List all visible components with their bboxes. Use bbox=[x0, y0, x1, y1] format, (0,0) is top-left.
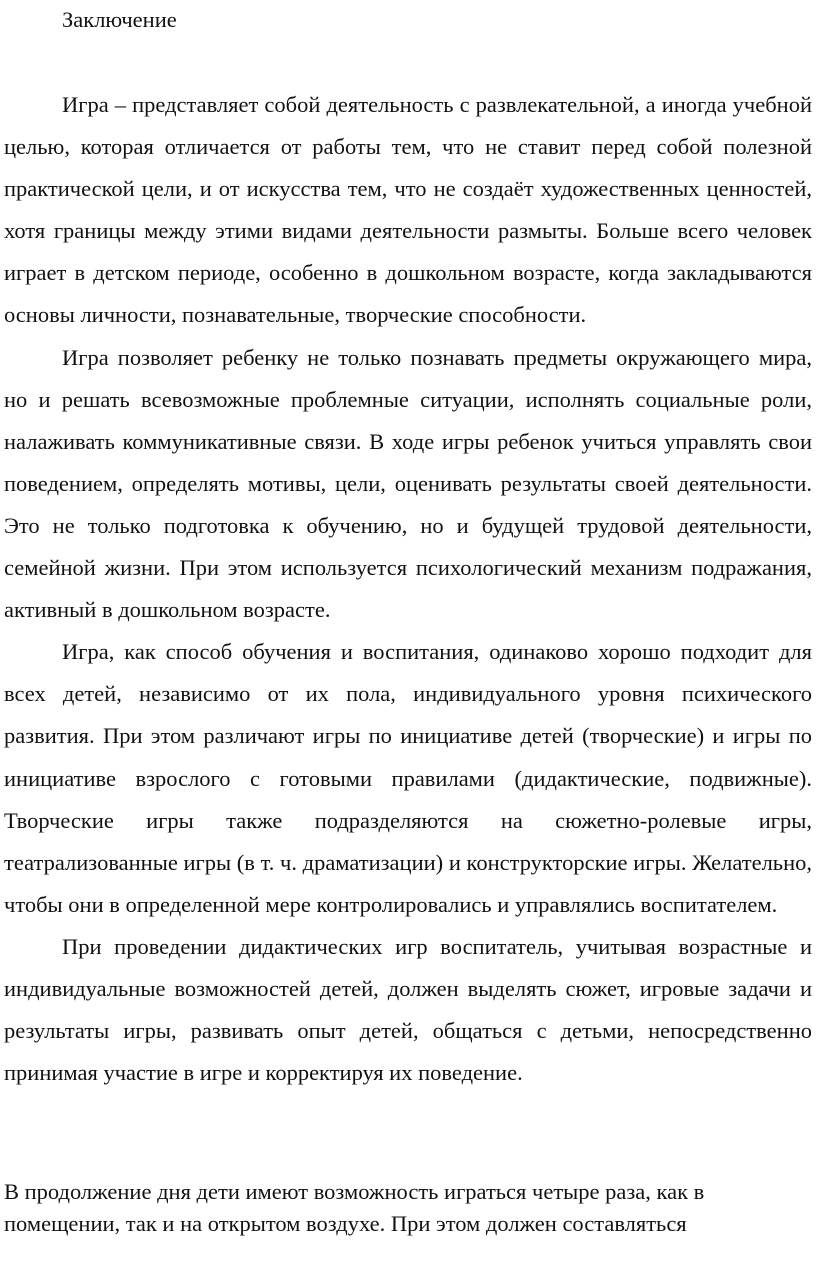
paragraph-3: Игра, как способ обучения и воспитания, одинаково хорошо подходит для всех детей, независимо от их пола, индивидуального уровня психического развития. При этом различают игры по инициативе детей (творческие) и игры по инициативе взрослого с готовыми правилами (дидактические, подвижные). Творческие игры также подразделяются на сюжетно-ролевые игры, театрализованные игры (в т. ч. драматизации) и конструкторские игры. Желательно, чтобы они в определенной мере контролировались и управлялись воспитателем. bbox=[4, 639, 812, 917]
paragraph-5: В продолжение дня дети имеют возможность играться четыре раза, как в помещении, так и на открытом воздухе. При этом должен составляться bbox=[4, 1179, 705, 1236]
paragraph-4: При проведении дидактических игр воспитатель, учитывая возрастные и индивидуальные возможностей детей, должен выделять сюжет, игровые задачи и результаты игры, развивать опыт детей, общаться с детьми, непосредственно принимая участие в игре и корректируя их поведение. bbox=[4, 933, 812, 1086]
document-body bbox=[4, 84, 812, 1094]
paragraph-1: Игра – представляет собой деятельность с развлекательной, а иногда учебной целью, которая отличается от работы тем, что не ставит перед собой полезной практической цели, и от искусства тем, что не создаёт художественных ценностей, хотя границы между этими видами деятельности размыты. Больше всего человек играет в детском периоде, особенно в дошкольном возрасте, когда закладываются основы личности, познавательные, творческие способности. bbox=[4, 92, 812, 328]
page-title: Заключение bbox=[62, 7, 177, 32]
paragraph-2: Игра позволяет ребенку не только познавать предметы окружающего мира, но и решать всевозможные проблемные ситуации, исполнять социальные роли, налаживать коммуникативные связи. В ходе игры ребенок учиться управлять свои поведением, определять мотивы, цели, оценивать результаты своей деятельности. Это не только подготовка к обучению, но и будущей трудовой деятельности, семейной жизни. При этом используется психологический механизм подражания, активный в дошкольном возрасте. bbox=[4, 344, 812, 623]
